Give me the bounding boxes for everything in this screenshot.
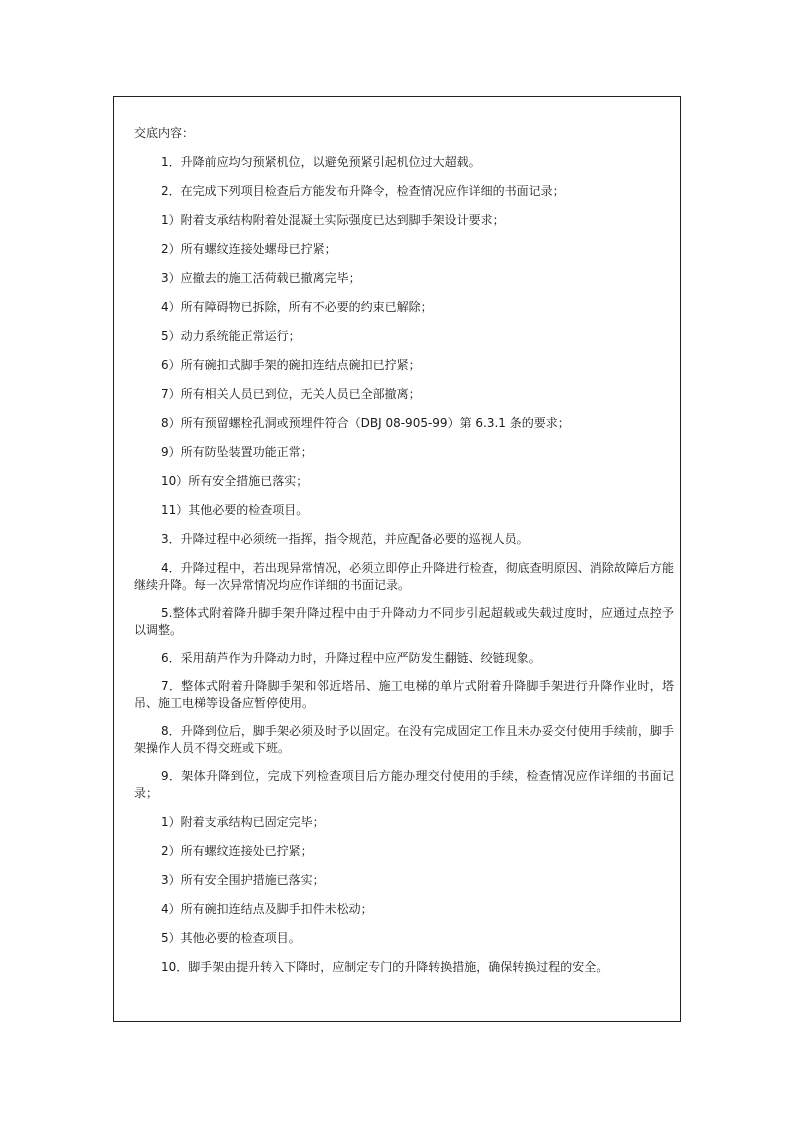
item-4: 4．升降过程中，若出现异常情况，必须立即停止升降进行检查，彻底查明原因、消除故障后方能继续升降。每一次异常情况均应作详细的书面记录。	[134, 561, 674, 592]
disclosure-table-frame	[113, 96, 681, 1022]
disclosure-content	[134, 125, 674, 976]
item-2-sub-2: 2）所有螺纹连接处螺母已拧紧；	[161, 242, 337, 256]
item-6: 6．采用葫芦作为升降动力时，升降过程中应严防发生翻链、绞链现象。	[161, 651, 541, 665]
item-3: 3．升降过程中必须统一指挥，指令规范，并应配备必要的巡视人员。	[161, 532, 529, 546]
item-5: 5.整体式附着降升脚手架升降过程中由于升降动力不同步引起超载或失载过度时，应通过点控予以调整。	[134, 606, 674, 637]
item-2-sub-11: 11）其他必要的检查项目。	[161, 503, 309, 517]
item-7: 7．整体式附着升降脚手架和邻近塔吊、施工电梯的单片式附着升降脚手架进行升降作业时，塔吊、施工电梯等设备应暂停使用。	[134, 679, 674, 710]
item-2-sub-1: 1）附着支承结构附着处混凝土实际强度已达到脚手架设计要求；	[161, 213, 505, 227]
content-heading: 交底内容：	[134, 126, 195, 140]
item-2-sub-8: 8）所有预留螺栓孔洞或预埋件符合（DBJ 08-905-99）第 6.3.1 条的要求；	[161, 416, 570, 430]
item-2-sub-9: 9）所有防坠装置功能正常；	[161, 445, 313, 459]
item-9-sub-3: 3）所有安全围护措施已落实；	[161, 873, 325, 887]
item-2-sub-7: 7）所有相关人员已到位，无关人员已全部撤离；	[161, 387, 421, 401]
item-2: 2．在完成下列项目检查后方能发布升降令，检查情况应作详细的书面记录；	[161, 184, 565, 198]
item-2-sub-10: 10）所有安全措施已落实；	[161, 474, 309, 488]
item-9: 9．架体升降到位，完成下列检查项目后方能办理交付使用的手续，检查情况应作详细的书面记录；	[134, 769, 674, 800]
item-2-sub-4: 4）所有障碍物已拆除，所有不必要的约束已解除；	[161, 300, 433, 314]
item-9-sub-4: 4）所有碗扣连结点及脚手扣件未松动；	[161, 902, 373, 916]
item-9-sub-2: 2）所有螺纹连接处已拧紧；	[161, 844, 313, 858]
item-9-sub-5: 5）其他必要的检查项目。	[161, 931, 301, 945]
item-8: 8．升降到位后，脚手架必须及时予以固定。在没有完成固定工作且未办妥交付使用手续前，脚手架操作人员不得交班或下班。	[134, 724, 674, 755]
item-1: 1．升降前应均匀预紧机位，以避免预紧引起机位过大超载。	[161, 155, 481, 169]
item-10: 10．脚手架由提升转入下降时，应制定专门的升降转换措施，确保转换过程的安全。	[161, 960, 609, 974]
item-9-sub-1: 1）附着支承结构已固定完毕；	[161, 815, 325, 829]
item-2-sub-3: 3）应撤去的施工活荷载已撤离完毕；	[161, 271, 361, 285]
item-2-sub-6: 6）所有碗扣式脚手架的碗扣连结点碗扣已拧紧；	[161, 358, 421, 372]
item-2-sub-5: 5）动力系统能正常运行；	[161, 329, 301, 343]
